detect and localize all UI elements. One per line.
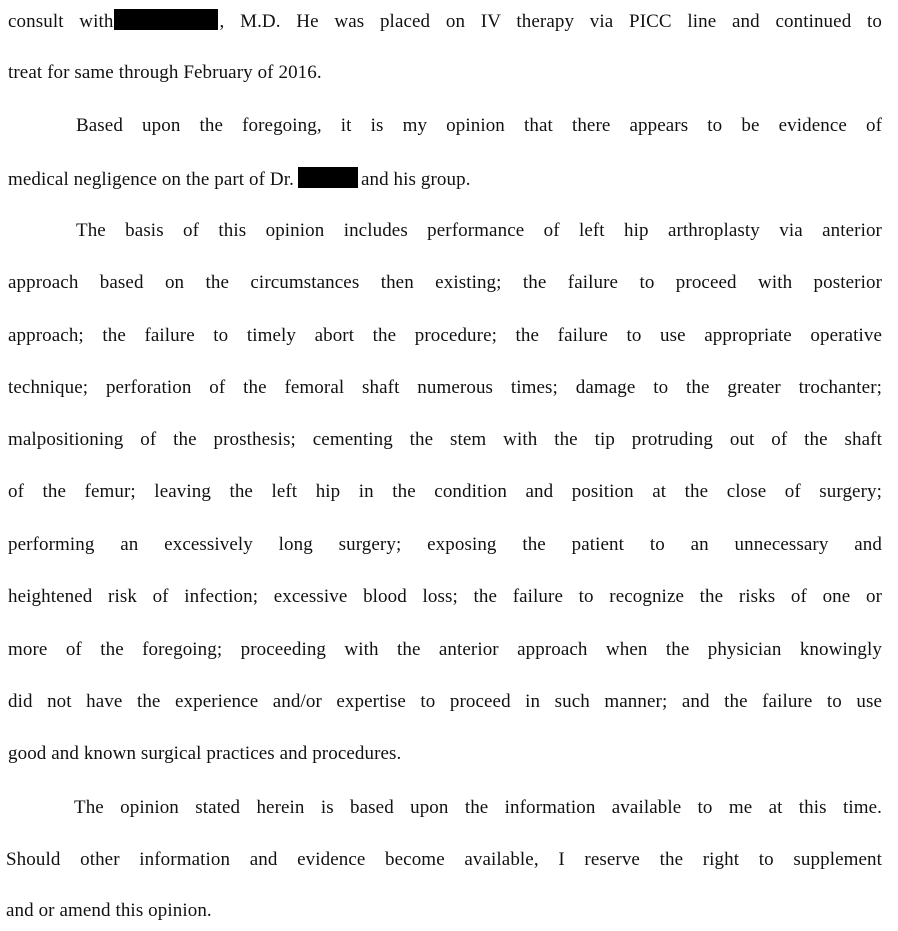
text-line-11: performing an excessively long surgery; exposing the patient to an unnecessary and (8, 534, 882, 555)
text-line-15: good and known surgical practices and procedures. (8, 743, 402, 764)
text-line-3: Based upon the foregoing, it is my opinion that there appears to be evidence of (76, 115, 882, 136)
text-segment: and his group. (360, 169, 471, 190)
text-line-17: Should other information and evidence become available, I reserve the right to supplement (6, 849, 882, 870)
text-segment: , M.D. He was placed on IV therapy via PICC line and continued to (219, 11, 882, 32)
text-line-12: heightened risk of infection; excessive blood loss; the failure to recognize the risks of one or (8, 586, 882, 607)
text-line-14: did not have the experience and/or expertise to proceed in such manner; and the failure to use (8, 691, 882, 712)
text-line-16: The opinion stated herein is based upon the information available to me at this time. (74, 797, 882, 818)
text-line-13: more of the foregoing; proceeding with the anterior approach when the physician knowingly (8, 639, 882, 660)
text-line-9: malpositioning of the prosthesis; cementing the stem with the tip protruding out of the shaft (8, 429, 882, 450)
text-line-18: and or amend this opinion. (6, 900, 212, 921)
text-line-2: treat for same through February of 2016. (8, 62, 322, 83)
text-line-6: approach based on the circumstances then existing; the failure to proceed with posterior (8, 272, 882, 293)
text-segment: medical negligence on the part of Dr. (8, 169, 294, 190)
text-line-8: technique; perforation of the femoral shaft numerous times; damage to the greater trochanter; (8, 377, 882, 398)
redaction-box (298, 167, 358, 188)
text-line-1 (8, 9, 882, 35)
text-segment: consult with (8, 11, 114, 32)
text-line-5: The basis of this opinion includes performance of left hip arthroplasty via anterior (76, 220, 882, 241)
text-line-10: of the femur; leaving the left hip in the condition and position at the close of surgery; (8, 481, 882, 502)
text-line-7: approach; the failure to timely abort the procedure; the failure to use appropriate operative (8, 325, 882, 346)
text-line-4 (8, 167, 882, 193)
redaction-box (114, 9, 218, 30)
